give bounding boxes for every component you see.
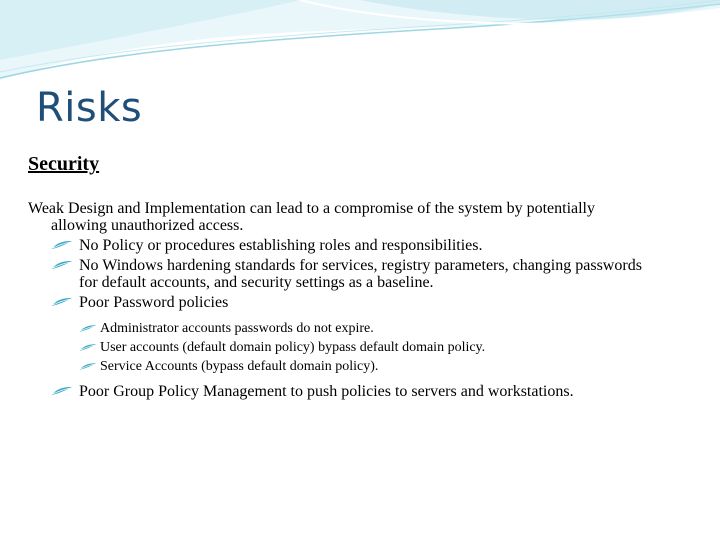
feather-bullet-icon xyxy=(51,386,73,396)
sub-bullet-text: Service Accounts (bypass default domain policy). xyxy=(100,359,379,374)
sub-bullet-text: Administrator accounts passwords do not expire. xyxy=(100,321,374,336)
header-swoosh-decoration xyxy=(0,0,720,90)
feather-bullet-icon xyxy=(51,297,73,307)
sub-bullet-item xyxy=(79,340,648,356)
feather-bullet-icon xyxy=(79,324,97,333)
sub-bullet-text: User accounts (default domain policy) bypass default domain policy. xyxy=(100,340,486,355)
bullet-item xyxy=(51,383,648,400)
bullet-item xyxy=(51,294,648,311)
slide-body xyxy=(28,200,648,400)
bullet-text: No Policy or procedures establishing roles and responsibilities. xyxy=(79,237,483,254)
section-heading: Security xyxy=(28,153,100,175)
sub-bullet-item xyxy=(79,321,648,337)
bullet-text: No Windows hardening standards for services, registry parameters, changing passwords for default accounts, and security settings as a baseline. xyxy=(79,257,642,291)
feather-bullet-icon xyxy=(79,362,97,371)
bullet-text: Poor Group Policy Management to push policies to servers and workstations. xyxy=(79,383,574,400)
bullet-item xyxy=(51,257,648,291)
sub-bullet-list xyxy=(28,321,648,375)
feather-bullet-icon xyxy=(79,343,97,352)
slide-title: Risks xyxy=(36,85,143,131)
bullet-item xyxy=(51,237,648,254)
feather-bullet-icon xyxy=(51,240,73,250)
lead-paragraph: Weak Design and Implementation can lead to a compromise of the system by potentially allowing unauthorized access. xyxy=(28,200,595,234)
feather-bullet-icon xyxy=(51,260,73,270)
bullet-text: Poor Password policies xyxy=(79,294,229,311)
sub-bullet-item xyxy=(79,359,648,375)
